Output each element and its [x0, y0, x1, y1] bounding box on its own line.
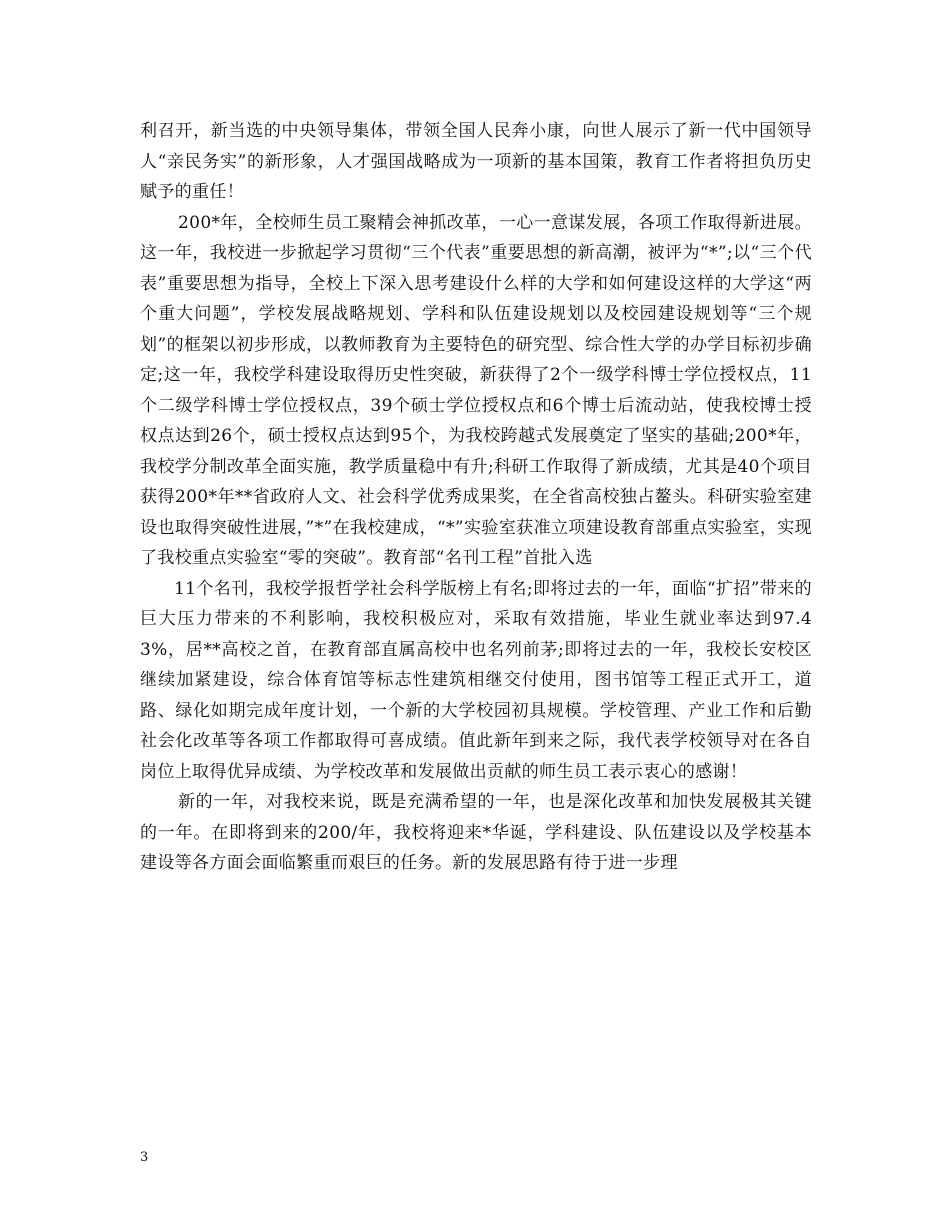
paragraph-2: 200*年，全校师生员工聚精会神抓改革，一心一意谋发展，各项工作取得新进展。这一年，我校进一步掀起学习贯彻“三个代表”重要思想的新高潮，被评为“*”;以“三个代表”重要思想为指导，全校上下深入思考建设什么样的大学和如何建设这样的大学这“两个重大问题”，学校发展战略规划、学科和队伍建设规划以及校园建设规划等“三个规划”的框架以初步形成，以教师教育为主要特色的研究型、综合性大学的办学目标初步确定;这一年，我校学科建设取得历史性突破，新获得了2个一级学科博士学位授权点，11个二级学科博士学位授权点，39个硕士学位授权点和6个博士后流动站，使我校博士授权点达到26个，硕士授权点达到95个，为我校跨越式发展奠定了坚实的基础;200*年，我校学分制改革全面实施，教学质量稳中有升;科研工作取得了新成绩，尤其是40个项目获得200*年**省政府人文、社会科学优秀成果奖，在全省高校独占鳌头。科研实验室建设也取得突破性进展，”*”在我校建成，“*”实验室获准立项建设教育部重点实验室，实现了我校重点实验室“零的突破”。教育部“名刊工程”首批入选 [140, 212, 812, 568]
document-body [140, 116, 812, 879]
paragraph-1: 利召开，新当选的中央领导集体，带领全国人民奔小康，向世人展示了新一代中国领导人“亲民务实”的新形象，人才强国战略成为一项新的基本国策，教育工作者将担负历史赋予的重任！ [140, 121, 812, 202]
page-number: 3 [140, 1150, 149, 1165]
paragraph-4: 新的一年，对我校来说，既是充满希望的一年，也是深化改革和加快发展极其关键的一年。在即将到来的200/年，我校将迎来*华诞，学科建设、队伍建设以及学校基本建设等各方面会面临繁重而艰巨的任务。新的发展思路有待于进一步理 [140, 792, 812, 873]
paragraph-3: 11个名刊，我校学报哲学社会科学版榜上有名;即将过去的一年，面临“扩招”带来的巨大压力带来的不利影响，我校积极应对，采取有效措施，毕业生就业率达到97.43%，居**高校之首，在教育部直属高校中也名列前茅;即将过去的一年，我校长安校区继续加紧建设，综合体育馆等标志性建筑相继交付使用，图书馆等工程正式开工，道路、绿化如期完成年度计划，一个新的大学校园初具规模。学校管理、产业工作和后勤社会化改革等各项工作都取得可喜成绩。值此新年到来之际，我代表学校领导对在各自岗位上取得优异成绩、为学校改革和发展做出贡献的师生员工表示衷心的感谢！ [140, 578, 812, 782]
